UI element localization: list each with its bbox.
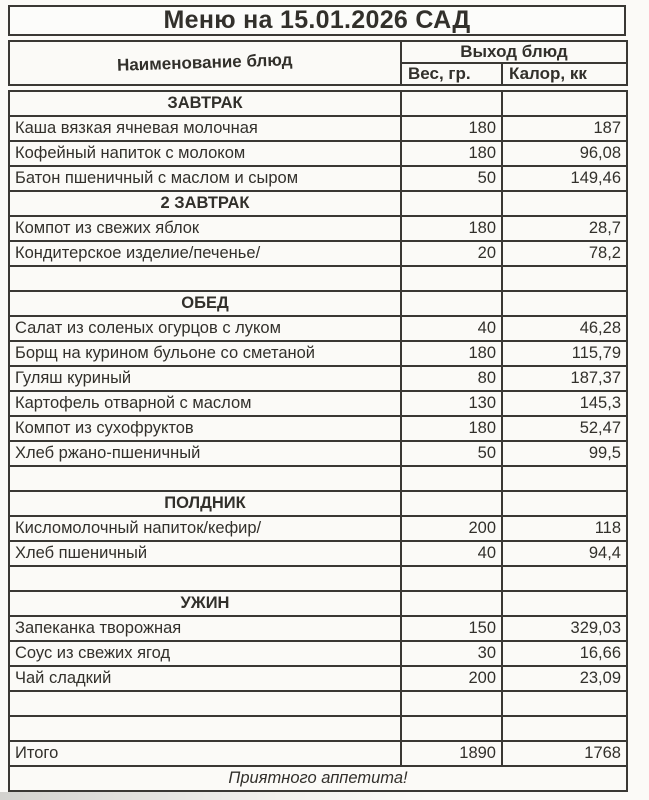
- calories-cell: [502, 691, 627, 716]
- menu-title: Меню на 15.01.2026 САД: [8, 5, 626, 36]
- menu-row-item: [9, 441, 627, 466]
- weight-cell: 130: [401, 391, 502, 416]
- weight-cell: 40: [401, 541, 502, 566]
- menu-table-body: [9, 91, 627, 766]
- weight-cell: 1890: [401, 741, 502, 766]
- dish-name-cell: Кофейный напиток с молоком: [9, 141, 401, 166]
- dish-name-cell: [9, 691, 401, 716]
- weight-cell: 200: [401, 516, 502, 541]
- menu-row-item: [9, 391, 627, 416]
- weight-cell: [401, 691, 502, 716]
- calories-cell: [502, 591, 627, 616]
- calories-cell: 1768: [502, 741, 627, 766]
- weight-cell: [401, 566, 502, 591]
- calories-cell: 16,66: [502, 641, 627, 666]
- calories-cell: [502, 566, 627, 591]
- footer-row: [9, 766, 627, 791]
- weight-cell: 180: [401, 416, 502, 441]
- dish-name-cell: Хлеб ржано-пшеничный: [9, 441, 401, 466]
- menu-row-item: [9, 141, 627, 166]
- menu-row-item: [9, 341, 627, 366]
- column-header-output-group: Выход блюд: [401, 41, 627, 63]
- weight-cell: [401, 291, 502, 316]
- menu-row-total: [9, 741, 627, 766]
- menu-row-item: [9, 216, 627, 241]
- menu-row-section: [9, 191, 627, 216]
- section-title-cell: ПОЛДНИК: [9, 491, 401, 516]
- menu-row-section: [9, 591, 627, 616]
- dish-name-cell: Салат из соленых огурцов с луком: [9, 316, 401, 341]
- dish-name-cell: [9, 466, 401, 491]
- dish-name-cell: [9, 566, 401, 591]
- menu-row-empty: [9, 266, 627, 291]
- weight-cell: [401, 591, 502, 616]
- calories-cell: 78,2: [502, 241, 627, 266]
- dish-name-cell: Итого: [9, 741, 401, 766]
- calories-cell: [502, 716, 627, 741]
- menu-row-section: [9, 91, 627, 116]
- section-title-cell: УЖИН: [9, 591, 401, 616]
- menu-row-item: [9, 116, 627, 141]
- dish-name-cell: Каша вязкая ячневая молочная: [9, 116, 401, 141]
- dish-name-cell: Борщ на курином бульоне со сметаной: [9, 341, 401, 366]
- calories-cell: 115,79: [502, 341, 627, 366]
- menu-row-item: [9, 166, 627, 191]
- dish-name-cell: Компот из свежих яблок: [9, 216, 401, 241]
- section-title-cell: ЗАВТРАК: [9, 91, 401, 116]
- weight-cell: [401, 491, 502, 516]
- menu-row-item: [9, 616, 627, 641]
- weight-cell: 40: [401, 316, 502, 341]
- calories-cell: 187: [502, 116, 627, 141]
- weight-cell: [401, 716, 502, 741]
- menu-header-table: [8, 40, 628, 86]
- calories-cell: 149,46: [502, 166, 627, 191]
- calories-cell: 52,47: [502, 416, 627, 441]
- dish-name-cell: Кисломолочный напиток/кефир/: [9, 516, 401, 541]
- menu-row-item: [9, 316, 627, 341]
- section-title-cell: 2 ЗАВТРАК: [9, 191, 401, 216]
- dish-name-cell: Компот из сухофруктов: [9, 416, 401, 441]
- calories-cell: 145,3: [502, 391, 627, 416]
- dish-name-cell: Кондитерское изделие/печенье/: [9, 241, 401, 266]
- calories-cell: 23,09: [502, 666, 627, 691]
- menu-row-item: [9, 416, 627, 441]
- menu-row-item: [9, 666, 627, 691]
- dish-name-cell: Хлеб пшеничный: [9, 541, 401, 566]
- menu-row-empty: [9, 466, 627, 491]
- weight-cell: 30: [401, 641, 502, 666]
- weight-cell: 180: [401, 216, 502, 241]
- calories-cell: 329,03: [502, 616, 627, 641]
- calories-cell: [502, 266, 627, 291]
- calories-cell: 187,37: [502, 366, 627, 391]
- calories-cell: [502, 466, 627, 491]
- weight-cell: 180: [401, 341, 502, 366]
- menu-row-empty: [9, 691, 627, 716]
- weight-cell: [401, 91, 502, 116]
- weight-cell: [401, 466, 502, 491]
- weight-cell: 20: [401, 241, 502, 266]
- calories-cell: [502, 191, 627, 216]
- calories-cell: [502, 491, 627, 516]
- column-header-weight: Вес, гр.: [401, 63, 502, 85]
- calories-cell: 94,4: [502, 541, 627, 566]
- calories-cell: [502, 91, 627, 116]
- weight-cell: [401, 191, 502, 216]
- dish-name-cell: Картофель отварной с маслом: [9, 391, 401, 416]
- weight-cell: 80: [401, 366, 502, 391]
- menu-row-item: [9, 641, 627, 666]
- dish-name-cell: [9, 266, 401, 291]
- weight-cell: 200: [401, 666, 502, 691]
- menu-row-section: [9, 491, 627, 516]
- weight-cell: 50: [401, 441, 502, 466]
- weight-cell: 150: [401, 616, 502, 641]
- menu-row-section: [9, 291, 627, 316]
- menu-row-empty: [9, 566, 627, 591]
- dish-name-cell: Соус из свежих ягод: [9, 641, 401, 666]
- menu-row-empty: [9, 716, 627, 741]
- weight-cell: 180: [401, 141, 502, 166]
- menu-row-item: [9, 516, 627, 541]
- section-title-cell: ОБЕД: [9, 291, 401, 316]
- weight-cell: 180: [401, 116, 502, 141]
- weight-cell: [401, 266, 502, 291]
- menu-row-item: [9, 366, 627, 391]
- column-header-dish-name: Наименование блюд: [9, 41, 401, 85]
- calories-cell: 46,28: [502, 316, 627, 341]
- menu-row-item: [9, 541, 627, 566]
- calories-cell: 99,5: [502, 441, 627, 466]
- calories-cell: 28,7: [502, 216, 627, 241]
- header-row-group: [9, 41, 627, 63]
- dish-name-cell: Гуляш куриный: [9, 366, 401, 391]
- dish-name-cell: [9, 716, 401, 741]
- dish-name-cell: Чай сладкий: [9, 666, 401, 691]
- dish-name-cell: Запеканка творожная: [9, 616, 401, 641]
- menu-table: [8, 90, 628, 792]
- calories-cell: 96,08: [502, 141, 627, 166]
- menu-row-item: [9, 241, 627, 266]
- dish-name-cell: Батон пшеничный с маслом и сыром: [9, 166, 401, 191]
- column-header-calories: Калор, кк: [502, 63, 627, 85]
- calories-cell: 118: [502, 516, 627, 541]
- weight-cell: 50: [401, 166, 502, 191]
- calories-cell: [502, 291, 627, 316]
- footer-note: Приятного аппетита!: [9, 766, 627, 791]
